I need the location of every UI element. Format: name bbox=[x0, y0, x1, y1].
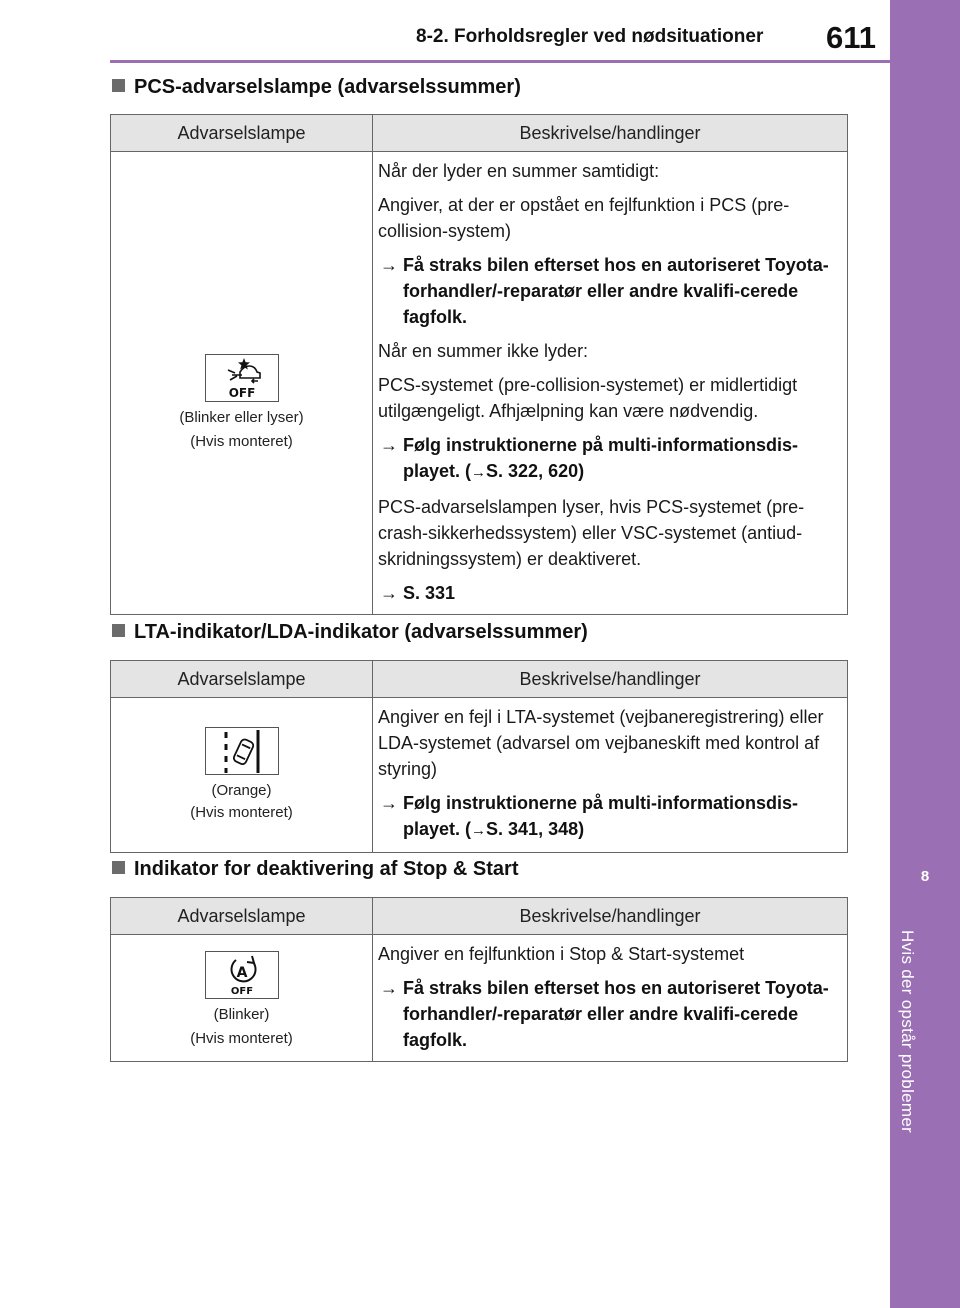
section-heading-stop-start bbox=[112, 858, 519, 881]
section-heading-text: LTA-indikator/LDA-indikator (advarselssummer) bbox=[134, 621, 588, 643]
page-reference[interactable]: S. 341, 348) bbox=[486, 819, 585, 839]
action-item: → Få straks bilen efterset hos en autoriseret Toyota-forhandler/-reparatør eller andre kvalifi-cerede fagfolk. bbox=[378, 252, 843, 330]
pcs-warning-off-icon bbox=[205, 354, 279, 402]
page-reference-arrow-icon: → bbox=[471, 822, 487, 839]
pcs-warning-table bbox=[110, 114, 848, 615]
arrow-icon: → bbox=[380, 583, 398, 603]
description-text: Angiver, at der er opstået en fejlfunktion i PCS (pre-collision-system) bbox=[378, 195, 790, 241]
column-header-description: Beskrivelse/handlinger bbox=[373, 898, 848, 935]
lamp-cell bbox=[111, 152, 373, 615]
action-item: → Få straks bilen efterset hos en autoriseret Toyota-forhandler/-reparatør eller andre kvalifi-cerede fagfolk. bbox=[378, 975, 843, 1053]
description-cell bbox=[373, 935, 848, 1062]
action-item: → Følg instruktionerne på multi-informationsdis-playet. (→S. 322, 620) bbox=[378, 432, 843, 486]
section-heading-text: Indikator for deaktivering af Stop & Start bbox=[134, 858, 519, 880]
lamp-caption-fitted: (Hvis monteret) bbox=[190, 432, 293, 450]
heading-square-icon bbox=[112, 79, 125, 92]
description-text: Angiver en fejl i LTA-systemet (vejbaneregistrering) eller LDA-systemet (advarsel om vejbaneskift med kontrol af styring) bbox=[378, 707, 824, 779]
page-reference-arrow-icon: → bbox=[471, 464, 487, 481]
column-header-lamp: Advarselslampe bbox=[111, 898, 373, 935]
table-header-row bbox=[111, 661, 848, 698]
lamp-cell bbox=[111, 935, 373, 1062]
lamp-caption-fitted: (Hvis monteret) bbox=[190, 803, 293, 821]
lamp-caption-fitted: (Hvis monteret) bbox=[190, 1029, 293, 1047]
heading-square-icon bbox=[112, 861, 125, 874]
lamp-caption-state: (Blinker eller lyser) bbox=[179, 408, 304, 426]
description-cell bbox=[373, 152, 848, 615]
table-row bbox=[111, 935, 848, 1062]
arrow-icon: → bbox=[380, 978, 398, 998]
arrow-icon: → bbox=[380, 793, 398, 813]
arrow-icon: → bbox=[380, 255, 398, 275]
page-number: 611 bbox=[826, 20, 877, 55]
heading-square-icon bbox=[112, 624, 125, 637]
table-row bbox=[111, 698, 848, 853]
stop-start-off-icon bbox=[205, 951, 279, 999]
running-header: 8-2. Forholdsregler ved nødsituationer bbox=[416, 26, 764, 47]
stop-start-table bbox=[110, 897, 848, 1062]
chapter-number: 8 bbox=[920, 868, 930, 885]
svg-text:OFF: OFF bbox=[230, 985, 253, 997]
table-header-row bbox=[111, 115, 848, 152]
section-heading-lta bbox=[112, 621, 588, 644]
action-item bbox=[378, 580, 843, 606]
section-heading-text: PCS-advarselslampe (advarselssummer) bbox=[134, 76, 521, 98]
svg-text:OFF: OFF bbox=[228, 385, 255, 400]
lamp-caption-state: (Blinker) bbox=[213, 1005, 270, 1023]
description-cell bbox=[373, 698, 848, 853]
arrow-icon: → bbox=[380, 435, 398, 455]
description-text: PCS-advarselslampen lyser, hvis PCS-systemet (pre-crash-sikkerhedssystem) eller VSC-systemet (antiud-skridningssystem) er deaktiveret. bbox=[378, 497, 805, 569]
column-header-description: Beskrivelse/handlinger bbox=[373, 115, 848, 152]
description-text: Når der lyder en summer samtidigt: bbox=[378, 161, 660, 181]
page-reference[interactable]: S. 322, 620) bbox=[486, 461, 585, 481]
column-header-lamp: Advarselslampe bbox=[111, 661, 373, 698]
lta-indicator-table bbox=[110, 660, 848, 853]
page-reference[interactable]: S. 331 bbox=[403, 583, 456, 603]
lane-departure-icon bbox=[205, 727, 279, 775]
description-text: PCS-systemet (pre-collision-systemet) er midlertidigt utilgængeligt. Afhjælpning kan være nødvendig. bbox=[378, 375, 798, 421]
description-text: Angiver en fejlfunktion i Stop & Start-systemet bbox=[378, 944, 745, 964]
header-rule bbox=[110, 60, 890, 63]
table-row bbox=[111, 152, 848, 615]
column-header-lamp: Advarselslampe bbox=[111, 115, 373, 152]
lamp-caption-state: (Orange) bbox=[211, 781, 272, 799]
column-header-description: Beskrivelse/handlinger bbox=[373, 661, 848, 698]
description-text: Når en summer ikke lyder: bbox=[378, 341, 589, 361]
table-header-row bbox=[111, 898, 848, 935]
lamp-cell bbox=[111, 698, 373, 853]
svg-text:A: A bbox=[236, 964, 247, 981]
action-item: → Følg instruktionerne på multi-informationsdis-playet. (→S. 341, 348) bbox=[378, 790, 843, 844]
chapter-title: Hvis der opstår problemer bbox=[898, 930, 917, 1134]
section-heading-pcs bbox=[112, 76, 521, 99]
